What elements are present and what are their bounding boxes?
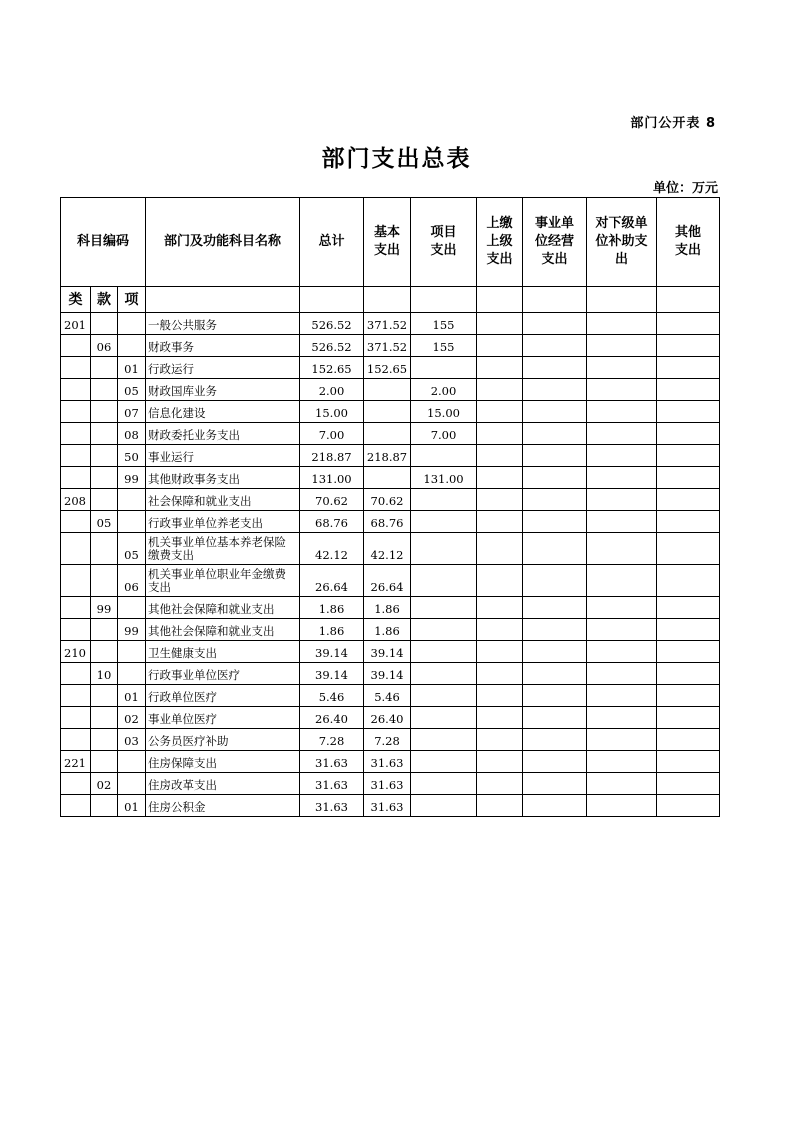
table-row bbox=[61, 467, 720, 489]
cell-basic: 26.64 bbox=[364, 565, 411, 597]
cell-lei bbox=[61, 357, 91, 379]
cell-name: 其他财政事务支出 bbox=[146, 467, 300, 489]
cell-xiang: 01 bbox=[118, 357, 146, 379]
cell-xiang: 01 bbox=[118, 795, 146, 817]
cell-subsidy bbox=[587, 511, 657, 533]
cell-subsidy bbox=[587, 357, 657, 379]
table-row bbox=[61, 685, 720, 707]
cell-xiang bbox=[118, 597, 146, 619]
cell-basic: 371.52 bbox=[364, 335, 411, 357]
table-row bbox=[61, 641, 720, 663]
table-row bbox=[61, 335, 720, 357]
header-blank-8 bbox=[657, 287, 720, 313]
cell-lei bbox=[61, 685, 91, 707]
header-upper bbox=[477, 198, 523, 287]
cell-lei bbox=[61, 467, 91, 489]
cell-kuan bbox=[91, 619, 118, 641]
cell-project bbox=[411, 533, 477, 565]
cell-name: 事业运行 bbox=[146, 445, 300, 467]
cell-project bbox=[411, 619, 477, 641]
cell-basic bbox=[364, 423, 411, 445]
cell-kuan bbox=[91, 685, 118, 707]
cell-name: 住房公积金 bbox=[146, 795, 300, 817]
cell-business bbox=[523, 685, 587, 707]
cell-total: 131.00 bbox=[300, 467, 364, 489]
header-blank-4 bbox=[411, 287, 477, 313]
cell-kuan bbox=[91, 445, 118, 467]
cell-other bbox=[657, 357, 720, 379]
cell-project: 155 bbox=[411, 313, 477, 335]
cell-other bbox=[657, 335, 720, 357]
table-row bbox=[61, 357, 720, 379]
cell-project bbox=[411, 729, 477, 751]
cell-subsidy bbox=[587, 685, 657, 707]
page-title: 部门支出总表 bbox=[321, 146, 472, 172]
header-subsidy bbox=[587, 198, 657, 287]
cell-upper bbox=[477, 565, 523, 597]
cell-name: 公务员医疗补助 bbox=[146, 729, 300, 751]
header-name: 部门及功能科目名称 bbox=[146, 198, 300, 287]
cell-basic bbox=[364, 467, 411, 489]
cell-project bbox=[411, 751, 477, 773]
cell-lei: 208 bbox=[61, 489, 91, 511]
cell-kuan: 06 bbox=[91, 335, 118, 357]
cell-business bbox=[523, 379, 587, 401]
cell-subsidy bbox=[587, 335, 657, 357]
cell-total: 39.14 bbox=[300, 663, 364, 685]
cell-project bbox=[411, 357, 477, 379]
cell-lei: 221 bbox=[61, 751, 91, 773]
cell-project bbox=[411, 795, 477, 817]
cell-upper bbox=[477, 467, 523, 489]
cell-upper bbox=[477, 729, 523, 751]
header-blank-1 bbox=[146, 287, 300, 313]
cell-basic: 26.40 bbox=[364, 707, 411, 729]
cell-project bbox=[411, 641, 477, 663]
cell-subsidy bbox=[587, 445, 657, 467]
cell-name: 一般公共服务 bbox=[146, 313, 300, 335]
cell-project bbox=[411, 707, 477, 729]
cell-business bbox=[523, 467, 587, 489]
header-xiang: 项 bbox=[118, 287, 146, 313]
cell-xiang: 02 bbox=[118, 707, 146, 729]
cell-total: 68.76 bbox=[300, 511, 364, 533]
cell-name: 社会保障和就业支出 bbox=[146, 489, 300, 511]
cell-project bbox=[411, 511, 477, 533]
cell-project: 2.00 bbox=[411, 379, 477, 401]
cell-project bbox=[411, 663, 477, 685]
cell-lei bbox=[61, 335, 91, 357]
cell-xiang bbox=[118, 773, 146, 795]
cell-project: 155 bbox=[411, 335, 477, 357]
cell-kuan: 10 bbox=[91, 663, 118, 685]
cell-business bbox=[523, 751, 587, 773]
cell-other bbox=[657, 773, 720, 795]
cell-upper bbox=[477, 423, 523, 445]
cell-upper bbox=[477, 597, 523, 619]
cell-total: 1.86 bbox=[300, 597, 364, 619]
cell-subsidy bbox=[587, 707, 657, 729]
cell-kuan bbox=[91, 565, 118, 597]
cell-kuan bbox=[91, 795, 118, 817]
table-row bbox=[61, 511, 720, 533]
header-business bbox=[523, 198, 587, 287]
table-row bbox=[61, 795, 720, 817]
cell-xiang: 08 bbox=[118, 423, 146, 445]
cell-business bbox=[523, 641, 587, 663]
table-row bbox=[61, 565, 720, 597]
cell-kuan bbox=[91, 401, 118, 423]
cell-lei bbox=[61, 597, 91, 619]
cell-upper bbox=[477, 795, 523, 817]
cell-subsidy bbox=[587, 379, 657, 401]
cell-business bbox=[523, 313, 587, 335]
cell-xiang: 99 bbox=[118, 467, 146, 489]
cell-other bbox=[657, 313, 720, 335]
cell-kuan: 99 bbox=[91, 597, 118, 619]
cell-total: 70.62 bbox=[300, 489, 364, 511]
cell-upper bbox=[477, 533, 523, 565]
cell-name: 行政事业单位医疗 bbox=[146, 663, 300, 685]
cell-lei bbox=[61, 619, 91, 641]
header-subsidy-text: 对下级单位补助支出 bbox=[595, 216, 648, 267]
cell-total: 39.14 bbox=[300, 641, 364, 663]
cell-project bbox=[411, 565, 477, 597]
cell-upper bbox=[477, 663, 523, 685]
cell-xiang bbox=[118, 751, 146, 773]
cell-project: 131.00 bbox=[411, 467, 477, 489]
cell-lei bbox=[61, 707, 91, 729]
cell-project bbox=[411, 773, 477, 795]
cell-other bbox=[657, 663, 720, 685]
cell-basic: 371.52 bbox=[364, 313, 411, 335]
header-upper-text: 上缴上级支出 bbox=[486, 216, 513, 267]
cell-kuan bbox=[91, 379, 118, 401]
cell-total: 152.65 bbox=[300, 357, 364, 379]
cell-basic bbox=[364, 379, 411, 401]
cell-total: 31.63 bbox=[300, 795, 364, 817]
table-row bbox=[61, 751, 720, 773]
cell-xiang: 07 bbox=[118, 401, 146, 423]
table-body bbox=[61, 313, 720, 817]
cell-name: 其他社会保障和就业支出 bbox=[146, 619, 300, 641]
cell-kuan bbox=[91, 423, 118, 445]
unit-label: 单位：万元 bbox=[652, 181, 718, 196]
cell-other bbox=[657, 423, 720, 445]
cell-project bbox=[411, 597, 477, 619]
table-row bbox=[61, 597, 720, 619]
cell-kuan bbox=[91, 313, 118, 335]
cell-other bbox=[657, 565, 720, 597]
header-blank-5 bbox=[477, 287, 523, 313]
cell-business bbox=[523, 565, 587, 597]
cell-name: 财政国库业务 bbox=[146, 379, 300, 401]
cell-business bbox=[523, 619, 587, 641]
cell-xiang bbox=[118, 663, 146, 685]
cell-project: 15.00 bbox=[411, 401, 477, 423]
header-other-text: 其他支出 bbox=[674, 225, 701, 258]
cell-business bbox=[523, 597, 587, 619]
cell-lei bbox=[61, 729, 91, 751]
header-blank-2 bbox=[300, 287, 364, 313]
table-row bbox=[61, 401, 720, 423]
cell-name: 住房保障支出 bbox=[146, 751, 300, 773]
cell-lei bbox=[61, 773, 91, 795]
cell-other bbox=[657, 641, 720, 663]
cell-basic: 7.28 bbox=[364, 729, 411, 751]
cell-total: 1.86 bbox=[300, 619, 364, 641]
cell-xiang: 05 bbox=[118, 533, 146, 565]
cell-total: 26.40 bbox=[300, 707, 364, 729]
table-row bbox=[61, 445, 720, 467]
cell-other bbox=[657, 795, 720, 817]
cell-xiang: 03 bbox=[118, 729, 146, 751]
header-total: 总计 bbox=[300, 198, 364, 287]
cell-name: 机关事业单位职业年金缴费支出 bbox=[146, 565, 300, 597]
header-lei: 类 bbox=[61, 287, 91, 313]
header-blank-3 bbox=[364, 287, 411, 313]
cell-kuan: 05 bbox=[91, 511, 118, 533]
cell-total: 526.52 bbox=[300, 335, 364, 357]
cell-basic: 31.63 bbox=[364, 795, 411, 817]
cell-xiang: 50 bbox=[118, 445, 146, 467]
cell-total: 5.46 bbox=[300, 685, 364, 707]
cell-basic: 39.14 bbox=[364, 663, 411, 685]
cell-name: 住房改革支出 bbox=[146, 773, 300, 795]
cell-xiang bbox=[118, 511, 146, 533]
form-number: 部门公开表 8 bbox=[630, 116, 716, 131]
cell-upper bbox=[477, 707, 523, 729]
cell-upper bbox=[477, 335, 523, 357]
cell-basic: 39.14 bbox=[364, 641, 411, 663]
header-kuan: 款 bbox=[91, 287, 118, 313]
cell-xiang bbox=[118, 641, 146, 663]
cell-kuan bbox=[91, 489, 118, 511]
cell-project: 7.00 bbox=[411, 423, 477, 445]
cell-subsidy bbox=[587, 729, 657, 751]
header-blank-7 bbox=[587, 287, 657, 313]
cell-total: 2.00 bbox=[300, 379, 364, 401]
cell-business bbox=[523, 707, 587, 729]
header-project bbox=[411, 198, 477, 287]
cell-xiang bbox=[118, 489, 146, 511]
cell-basic bbox=[364, 401, 411, 423]
cell-basic: 5.46 bbox=[364, 685, 411, 707]
cell-lei bbox=[61, 423, 91, 445]
cell-xiang: 99 bbox=[118, 619, 146, 641]
cell-total: 15.00 bbox=[300, 401, 364, 423]
header-project-text: 项目支出 bbox=[430, 225, 457, 258]
cell-basic: 1.86 bbox=[364, 597, 411, 619]
cell-other bbox=[657, 619, 720, 641]
cell-xiang: 06 bbox=[118, 565, 146, 597]
header-code-group: 科目编码 bbox=[61, 198, 146, 287]
cell-name: 其他社会保障和就业支出 bbox=[146, 597, 300, 619]
cell-business bbox=[523, 401, 587, 423]
cell-lei bbox=[61, 511, 91, 533]
cell-business bbox=[523, 795, 587, 817]
cell-other bbox=[657, 379, 720, 401]
cell-upper bbox=[477, 489, 523, 511]
cell-subsidy bbox=[587, 423, 657, 445]
cell-kuan bbox=[91, 729, 118, 751]
cell-subsidy bbox=[587, 313, 657, 335]
cell-upper bbox=[477, 445, 523, 467]
cell-kuan bbox=[91, 641, 118, 663]
cell-subsidy bbox=[587, 489, 657, 511]
cell-lei bbox=[61, 795, 91, 817]
cell-other bbox=[657, 729, 720, 751]
cell-other bbox=[657, 707, 720, 729]
cell-kuan: 02 bbox=[91, 773, 118, 795]
cell-other bbox=[657, 751, 720, 773]
cell-upper bbox=[477, 357, 523, 379]
cell-business bbox=[523, 335, 587, 357]
cell-lei bbox=[61, 565, 91, 597]
cell-project bbox=[411, 685, 477, 707]
cell-lei bbox=[61, 533, 91, 565]
cell-xiang bbox=[118, 335, 146, 357]
cell-lei bbox=[61, 401, 91, 423]
cell-business bbox=[523, 533, 587, 565]
cell-lei bbox=[61, 379, 91, 401]
cell-other bbox=[657, 467, 720, 489]
cell-lei: 210 bbox=[61, 641, 91, 663]
cell-basic: 31.63 bbox=[364, 773, 411, 795]
cell-subsidy bbox=[587, 641, 657, 663]
cell-other bbox=[657, 597, 720, 619]
cell-basic: 1.86 bbox=[364, 619, 411, 641]
header-business-text: 事业单位经营支出 bbox=[534, 216, 574, 267]
cell-kuan bbox=[91, 751, 118, 773]
cell-other bbox=[657, 533, 720, 565]
cell-upper bbox=[477, 773, 523, 795]
cell-upper bbox=[477, 619, 523, 641]
cell-subsidy bbox=[587, 663, 657, 685]
cell-name: 行政运行 bbox=[146, 357, 300, 379]
cell-total: 218.87 bbox=[300, 445, 364, 467]
cell-upper bbox=[477, 379, 523, 401]
cell-xiang: 01 bbox=[118, 685, 146, 707]
cell-name: 事业单位医疗 bbox=[146, 707, 300, 729]
cell-lei bbox=[61, 445, 91, 467]
cell-kuan bbox=[91, 707, 118, 729]
cell-business bbox=[523, 445, 587, 467]
cell-other bbox=[657, 685, 720, 707]
cell-upper bbox=[477, 511, 523, 533]
cell-upper bbox=[477, 313, 523, 335]
cell-lei bbox=[61, 663, 91, 685]
table-row bbox=[61, 423, 720, 445]
header-blank-6 bbox=[523, 287, 587, 313]
cell-kuan bbox=[91, 357, 118, 379]
cell-subsidy bbox=[587, 467, 657, 489]
cell-xiang bbox=[118, 313, 146, 335]
cell-basic: 42.12 bbox=[364, 533, 411, 565]
cell-subsidy bbox=[587, 401, 657, 423]
table-row bbox=[61, 619, 720, 641]
cell-kuan bbox=[91, 533, 118, 565]
cell-business bbox=[523, 511, 587, 533]
cell-project bbox=[411, 489, 477, 511]
cell-basic: 31.63 bbox=[364, 751, 411, 773]
cell-kuan bbox=[91, 467, 118, 489]
cell-total: 42.12 bbox=[300, 533, 364, 565]
cell-total: 526.52 bbox=[300, 313, 364, 335]
header-basic-text: 基本支出 bbox=[373, 225, 400, 258]
cell-basic: 218.87 bbox=[364, 445, 411, 467]
cell-other bbox=[657, 401, 720, 423]
cell-name: 财政事务 bbox=[146, 335, 300, 357]
cell-subsidy bbox=[587, 533, 657, 565]
header-other bbox=[657, 198, 720, 287]
cell-business bbox=[523, 729, 587, 751]
cell-basic: 70.62 bbox=[364, 489, 411, 511]
cell-name: 卫生健康支出 bbox=[146, 641, 300, 663]
cell-name: 信息化建设 bbox=[146, 401, 300, 423]
cell-subsidy bbox=[587, 597, 657, 619]
expenditure-table bbox=[60, 197, 720, 817]
cell-name: 行政事业单位养老支出 bbox=[146, 511, 300, 533]
cell-subsidy bbox=[587, 751, 657, 773]
table-row bbox=[61, 533, 720, 565]
table-row bbox=[61, 313, 720, 335]
cell-name: 财政委托业务支出 bbox=[146, 423, 300, 445]
cell-business bbox=[523, 773, 587, 795]
cell-upper bbox=[477, 751, 523, 773]
cell-business bbox=[523, 357, 587, 379]
cell-total: 31.63 bbox=[300, 773, 364, 795]
cell-basic: 68.76 bbox=[364, 511, 411, 533]
cell-subsidy bbox=[587, 795, 657, 817]
table-row bbox=[61, 489, 720, 511]
table-row bbox=[61, 773, 720, 795]
cell-business bbox=[523, 663, 587, 685]
cell-subsidy bbox=[587, 619, 657, 641]
table-row bbox=[61, 729, 720, 751]
cell-upper bbox=[477, 401, 523, 423]
table-row bbox=[61, 707, 720, 729]
cell-other bbox=[657, 489, 720, 511]
cell-name: 机关事业单位基本养老保险缴费支出 bbox=[146, 533, 300, 565]
cell-business bbox=[523, 423, 587, 445]
cell-xiang: 05 bbox=[118, 379, 146, 401]
cell-total: 7.00 bbox=[300, 423, 364, 445]
cell-total: 26.64 bbox=[300, 565, 364, 597]
cell-total: 31.63 bbox=[300, 751, 364, 773]
cell-name: 行政单位医疗 bbox=[146, 685, 300, 707]
cell-business bbox=[523, 489, 587, 511]
header-basic bbox=[364, 198, 411, 287]
cell-subsidy bbox=[587, 565, 657, 597]
cell-other bbox=[657, 445, 720, 467]
cell-project bbox=[411, 445, 477, 467]
cell-basic: 152.65 bbox=[364, 357, 411, 379]
cell-other bbox=[657, 511, 720, 533]
cell-lei: 201 bbox=[61, 313, 91, 335]
cell-total: 7.28 bbox=[300, 729, 364, 751]
table-row bbox=[61, 379, 720, 401]
cell-subsidy bbox=[587, 773, 657, 795]
cell-upper bbox=[477, 641, 523, 663]
table-row bbox=[61, 663, 720, 685]
cell-upper bbox=[477, 685, 523, 707]
